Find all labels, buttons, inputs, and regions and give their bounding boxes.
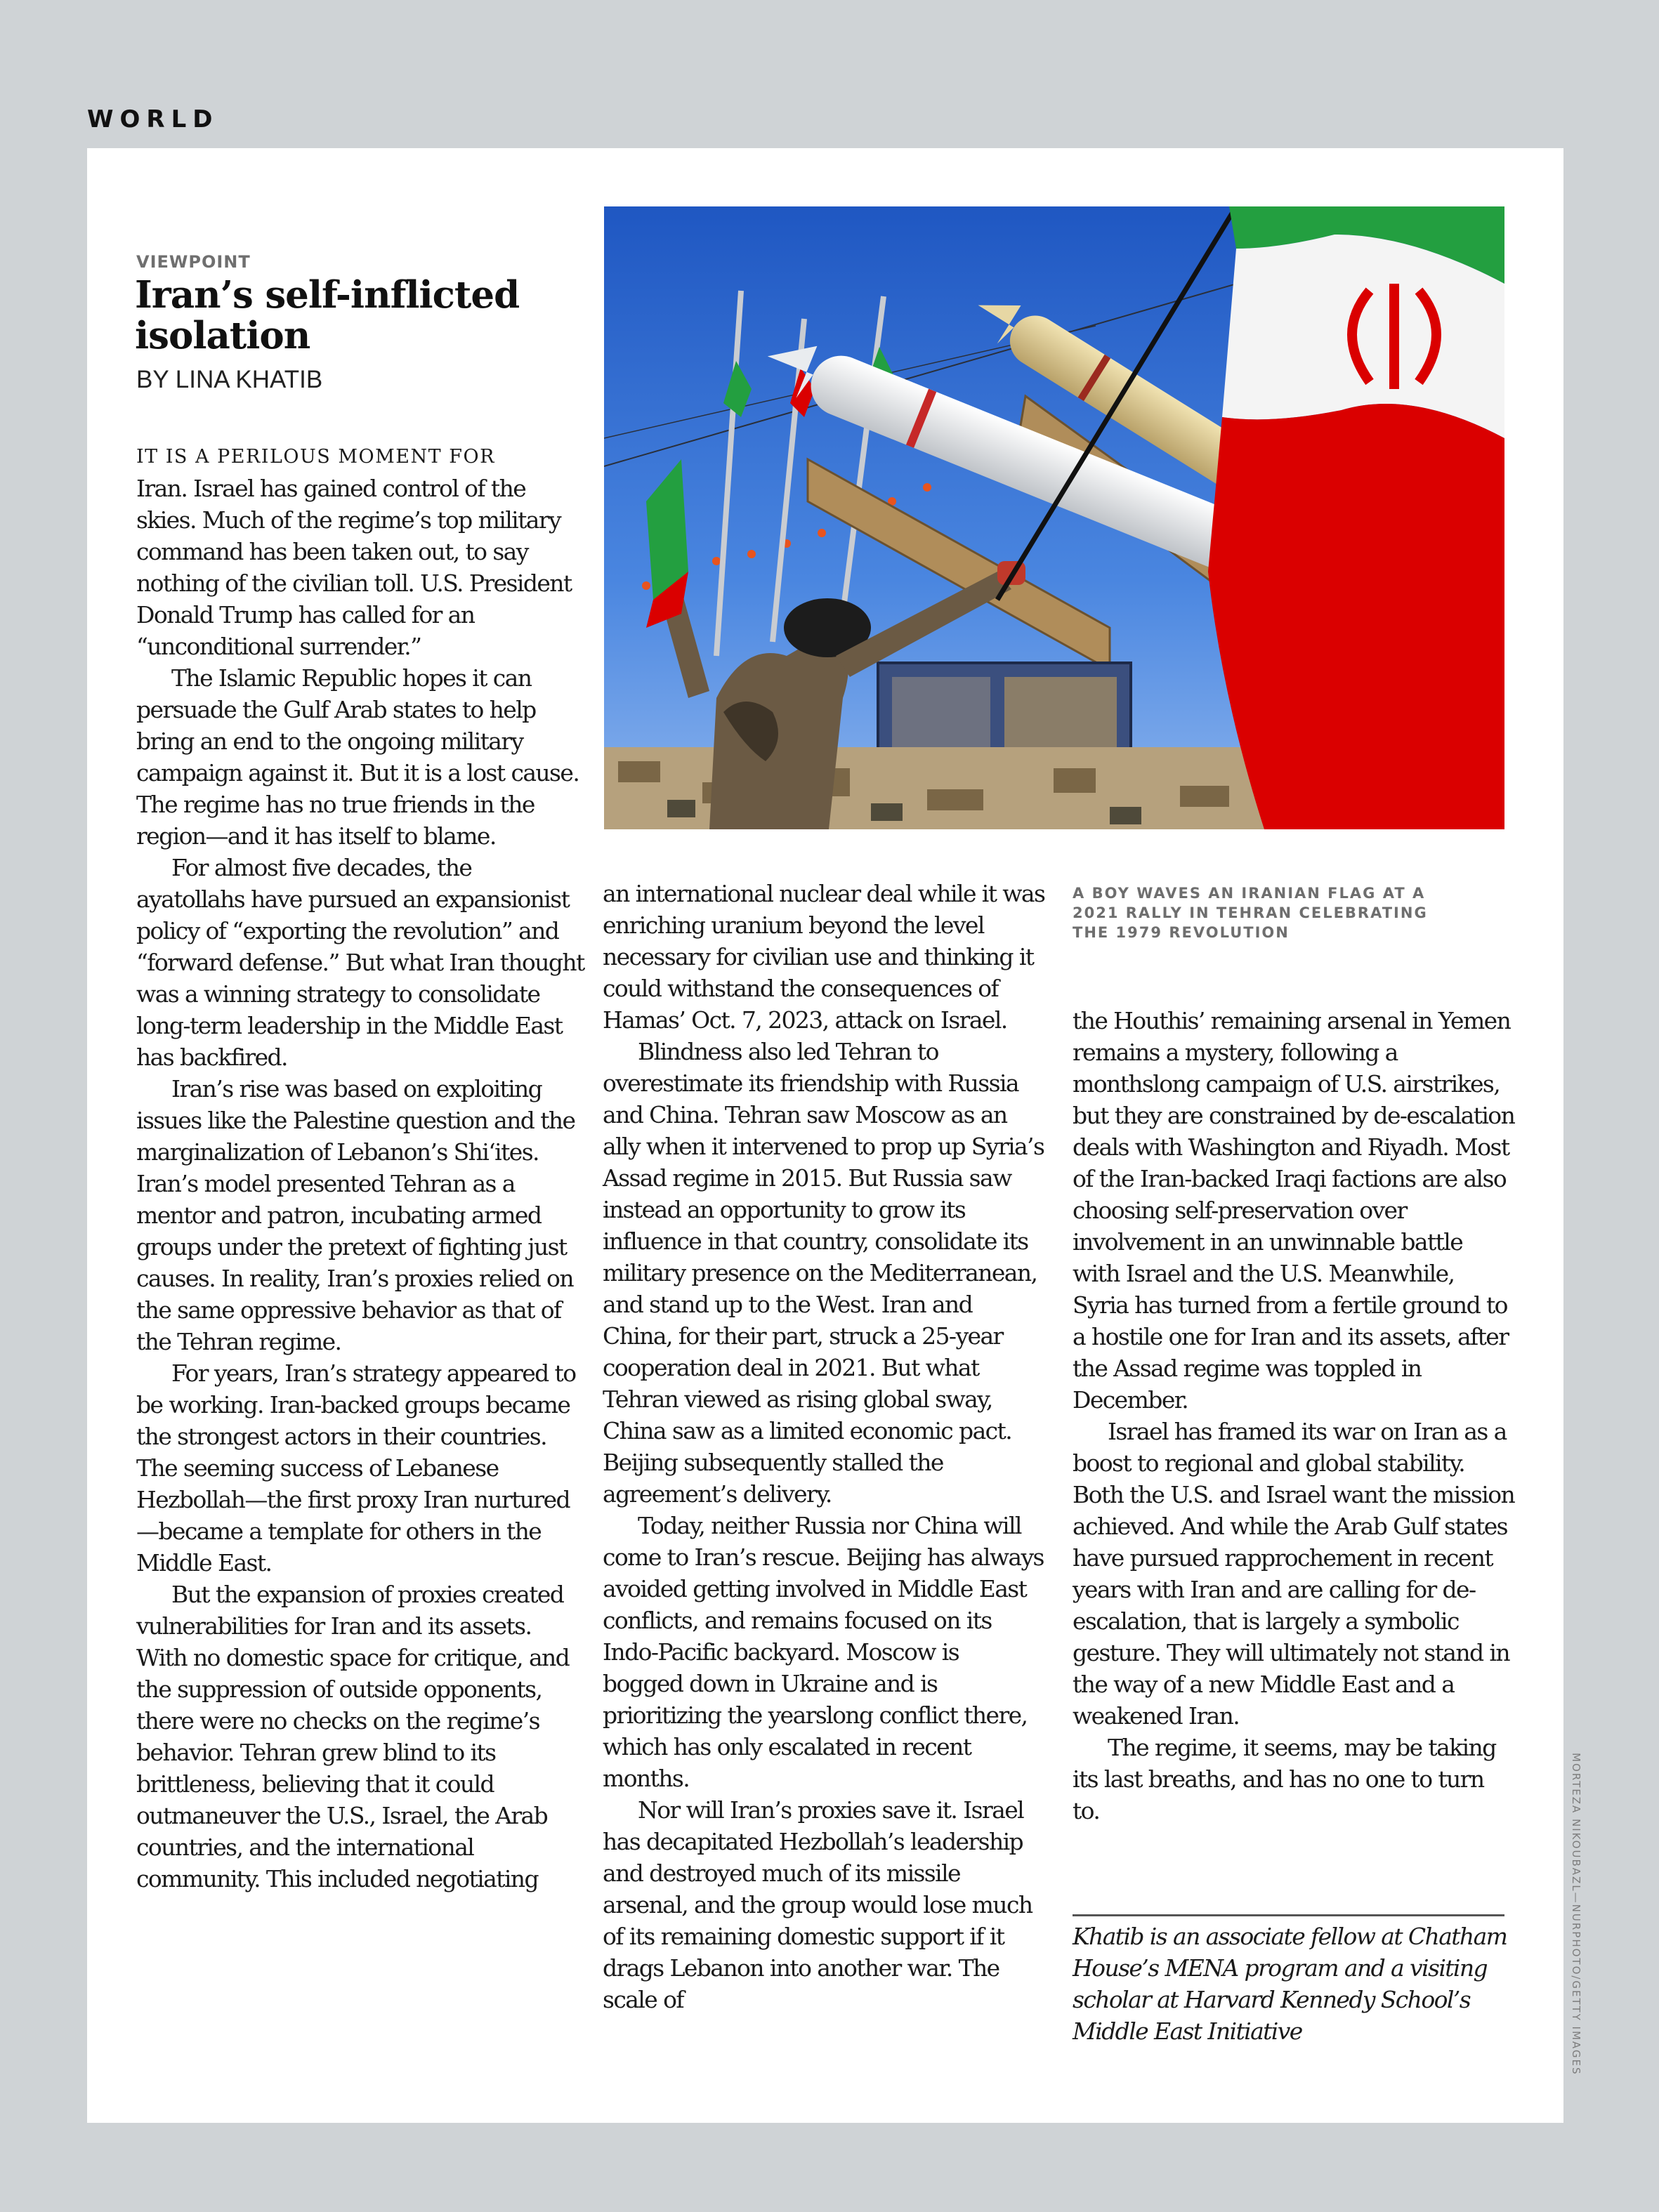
photo-caption: A BOY WAVES AN IRANIAN FLAG AT A 2021 RALLY IN TEHRAN CELEBRATING THE 1979 REVOLUTION <box>1073 885 1428 941</box>
text-column-2 <box>603 878 1045 2015</box>
article-photo <box>604 206 1504 829</box>
paragraph: For almost five decades, the ayatollahs have pursued an expansionist policy of “exporting the revolution” and “forward defense.” But what Iran thought was a winning strategy to consolidate long-term leadership in the Middle East has backfired. <box>136 854 584 1071</box>
photo-illustration <box>604 206 1504 829</box>
article-card <box>87 148 1563 2123</box>
paragraph: Iran’s rise was based on exploiting issues like the Palestine question and the marginalization of Lebanon’s Shi‘ites. Iran’s model presented Tehran as a mentor and patron, incubating armed groups under the pretext of fighting just causes. In reality, Iran’s proxies relied on the same oppressive behavior as that of the Tehran regime. <box>136 1075 575 1355</box>
paragraph: The regime, it seems, may be taking its last breaths, and has no one to turn to. <box>1073 1734 1496 1824</box>
bio-divider <box>1073 1914 1504 1916</box>
paragraph: the Houthis’ remaining arsenal in Yemen remains a mystery, following a monthslong campaign of U.S. airstrikes, but they are constrained by de-escalation deals with Washington and Riyadh. Most of the Iran-backed Iraqi factions are also choosing self-preservation over involvement in an unwinnable battle with Israel and the U.S. Meanwhile, Syria has turned from a fertile ground to a hostile one for Iran and its assets, after the Assad regime was toppled in December. <box>1073 1007 1515 1414</box>
paragraph-text: Iran. Israel has gained control of the skies. Much of the regime’s top military command has been taken out, to say nothing of the civilian toll. U.S. President Donald Trump has called for an “unconditional surrender.” <box>136 475 572 660</box>
author-bio: Khatib is an associate fellow at Chatham House’s MENA program and a visiting scholar at Harvard Kennedy School’s Middle East Initiative <box>1073 1923 1507 2045</box>
article-byline: BY LINA KHATIB <box>136 366 323 393</box>
paragraph: an international nuclear deal while it was enriching uranium beyond the level necessary for civilian use and thinking it could withstand the consequences of Hamas’ Oct. 7, 2023, attack on Israel. <box>603 880 1045 1034</box>
paragraph: Blindness also led Tehran to overestimate its friendship with Russia and China. Tehran saw Moscow as an ally when it intervened to prop up Syria’s Assad regime in 2015. But Russia saw instead an opportunity to grow its influence in that country, consolidate its military presence on the Mediterranean, and stand up to the West. Iran and China, for their part, struck a 25-year cooperation deal in 2021. But what Tehran viewed as rising global sway, China saw as a limited economic pact. Beijing subsequently stalled the agreement’s delivery. <box>603 1038 1044 1508</box>
paragraph <box>136 439 586 662</box>
section-label: WORLD <box>87 105 219 133</box>
photo-credit: MORTEZA NIKOUBAZL—NURPHOTO/GETTY IMAGES <box>1570 1753 1582 2076</box>
text-column-3 <box>1073 1005 1515 1826</box>
paragraph: The Islamic Republic hopes it can persuade the Gulf Arab states to help bring an end to the ongoing military campaign against it. But it is a lost cause. The regime has no true friends in the region—and it has itself to blame. <box>136 664 579 850</box>
paragraph: Israel has framed its war on Iran as a boost to regional and global stability. Both the U.S. and Israel want the mission achieved. And while the Arab Gulf states have pursued rapprochement in recent years with Iran and are calling for de-escalation, that is largely a symbolic gesture. They will ultimately not stand in the way of a new Middle East and a weakened Iran. <box>1073 1418 1515 1730</box>
paragraph: But the expansion of proxies created vulnerabilities for Iran and its assets. With no domestic space for critique, and the suppression of outside opponents, there were no checks on the regime’s behavior. Tehran grew blind to its brittleness, believing that it could outmaneuver the U.S., Israel, the Arab countries, and the international community. This included negotiating <box>136 1581 570 1892</box>
text-column-1 <box>136 439 586 1895</box>
paragraph: Nor will Iran’s proxies save it. Israel has decapitated Hezbollah’s leadership and destroyed much of its missile arsenal, and the group would lose much of its remaining domestic support if it drags Lebanon into another war. The scale of <box>603 1796 1032 2013</box>
article-kicker: VIEWPOINT <box>136 252 251 272</box>
paragraph: Today, neither Russia nor China will come to Iran’s rescue. Beijing has always avoided getting involved in Middle East conflicts, and remains focused on its Indo-Pacific backyard. Moscow is bogged down in Ukraine and is prioritizing the yearslong conflict there, which has only escalated in recent months. <box>603 1512 1044 1792</box>
lede-small-caps: IT IS A PERILOUS MOMENT FOR <box>136 446 495 468</box>
paragraph: For years, Iran’s strategy appeared to be working. Iran-backed groups became the strongest actors in their countries. The seeming success of Lebanese Hezbollah—the first proxy Iran nurtured—became a template for others in the Middle East. <box>136 1360 576 1576</box>
article-headline: Iran’s self-inflicted isolation <box>135 273 520 357</box>
